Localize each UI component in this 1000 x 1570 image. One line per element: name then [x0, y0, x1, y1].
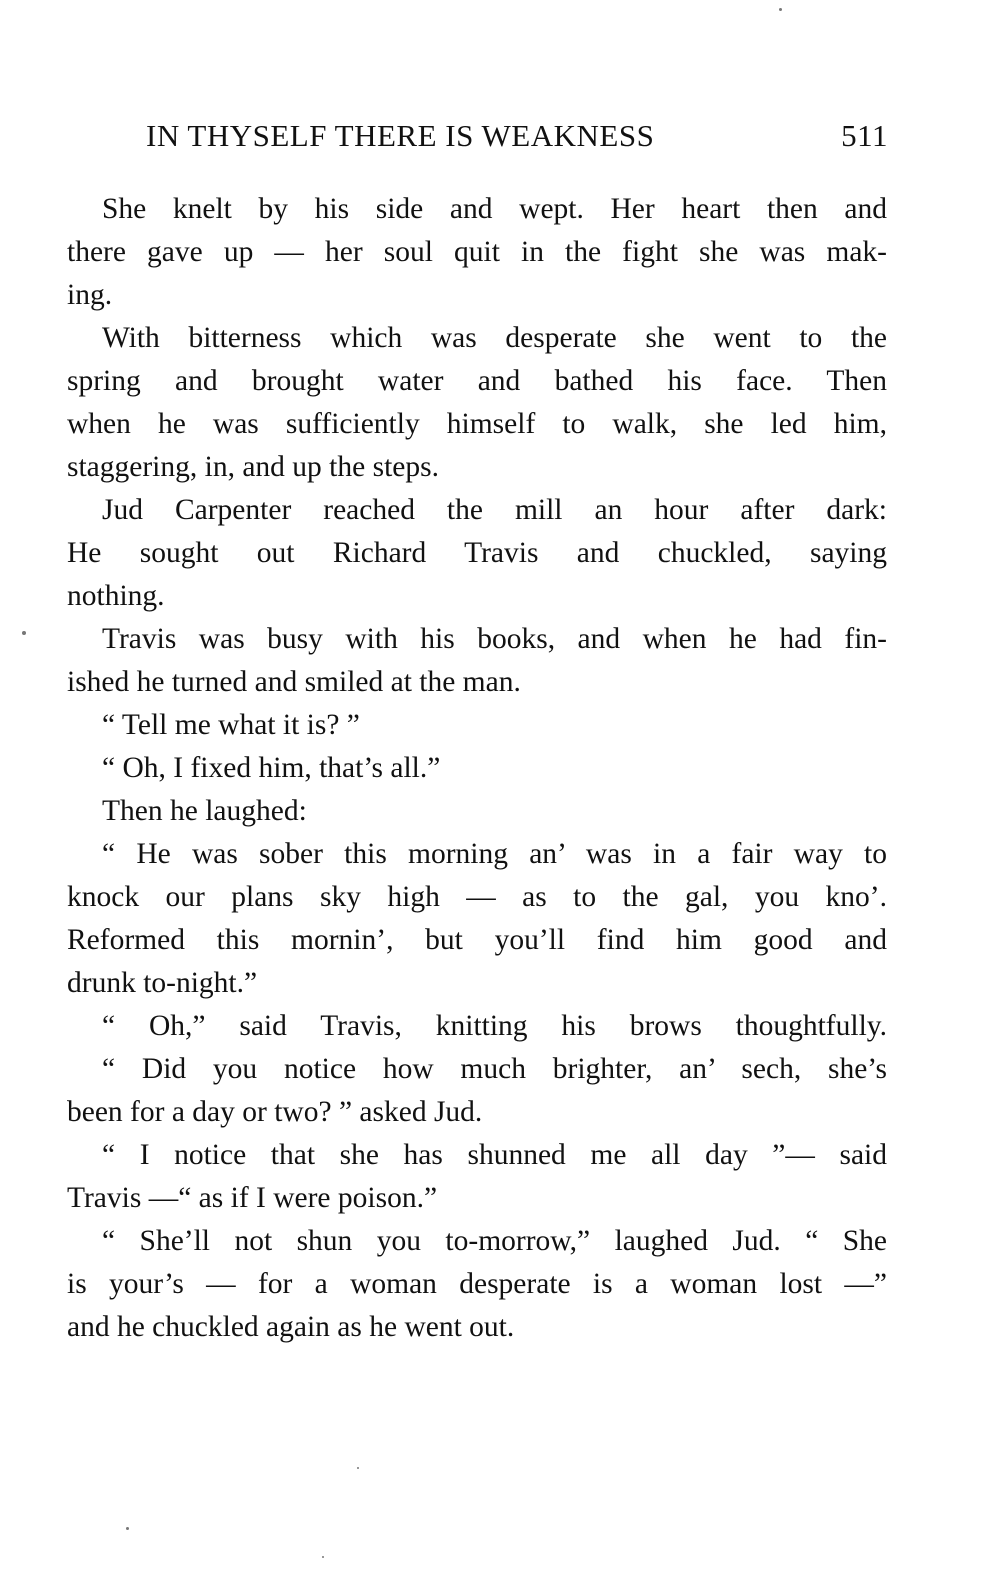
body-text — [67, 188, 887, 1349]
text-line: “ He was sober this morning an’ was in a fair way to — [102, 838, 887, 870]
text-line: “ Oh,” said Travis, knitting his brows thoughtfully. — [102, 1010, 887, 1042]
page-header — [146, 118, 888, 158]
text-line: “ I notice that she has shunned me all day ”— said — [102, 1139, 887, 1171]
text-line: Then he laughed: — [102, 795, 307, 827]
text-line: knock our plans sky high — as to the gal, you kno’. — [67, 881, 887, 913]
text-line: Reformed this mornin’, but you’ll find him good and — [67, 924, 887, 956]
text-line: “ Did you notice how much brighter, an’ sech, she’s — [102, 1053, 887, 1085]
text-line: Travis was busy with his books, and when he had fin- — [102, 623, 887, 655]
running-head: IN THYSELF THERE IS WEAKNESS — [146, 118, 655, 153]
text-line: She knelt by his side and wept. Her heart then and — [102, 193, 887, 225]
text-line: nothing. — [67, 580, 165, 612]
text-line: “ Oh, I fixed him, that’s all.” — [102, 752, 441, 784]
page-number: 511 — [841, 118, 888, 153]
text-line: is your’s — for a woman desperate is a woman lost —” — [67, 1268, 887, 1300]
text-line: when he was sufficiently himself to walk, she led him, — [67, 408, 887, 440]
scan-speck — [779, 8, 782, 11]
text-line: He sought out Richard Travis and chuckled, saying — [67, 537, 887, 569]
scan-speck — [357, 1467, 359, 1469]
text-line: been for a day or two? ” asked Jud. — [67, 1096, 483, 1128]
text-line: With bitterness which was desperate she went to the — [102, 322, 887, 354]
text-line: Travis —“ as if I were poison.” — [67, 1182, 438, 1214]
text-line: staggering, in, and up the steps. — [67, 451, 439, 483]
text-line: spring and brought water and bathed his face. Then — [67, 365, 887, 397]
scan-speck — [322, 1556, 324, 1558]
text-line: and he chuckled again as he went out. — [67, 1311, 515, 1343]
text-line: drunk to-night.” — [67, 967, 258, 999]
text-line: Jud Carpenter reached the mill an hour after dark: — [102, 494, 887, 526]
text-line: “ Tell me what it is? ” — [102, 709, 360, 741]
scan-speck — [22, 631, 26, 635]
text-line: ing. — [67, 279, 113, 311]
text-line: there gave up — her soul quit in the fight she was mak- — [67, 236, 887, 268]
scan-speck — [126, 1527, 129, 1530]
text-line: “ She’ll not shun you to-morrow,” laughed Jud. “ She — [102, 1225, 887, 1257]
text-line: ished he turned and smiled at the man. — [67, 666, 521, 698]
